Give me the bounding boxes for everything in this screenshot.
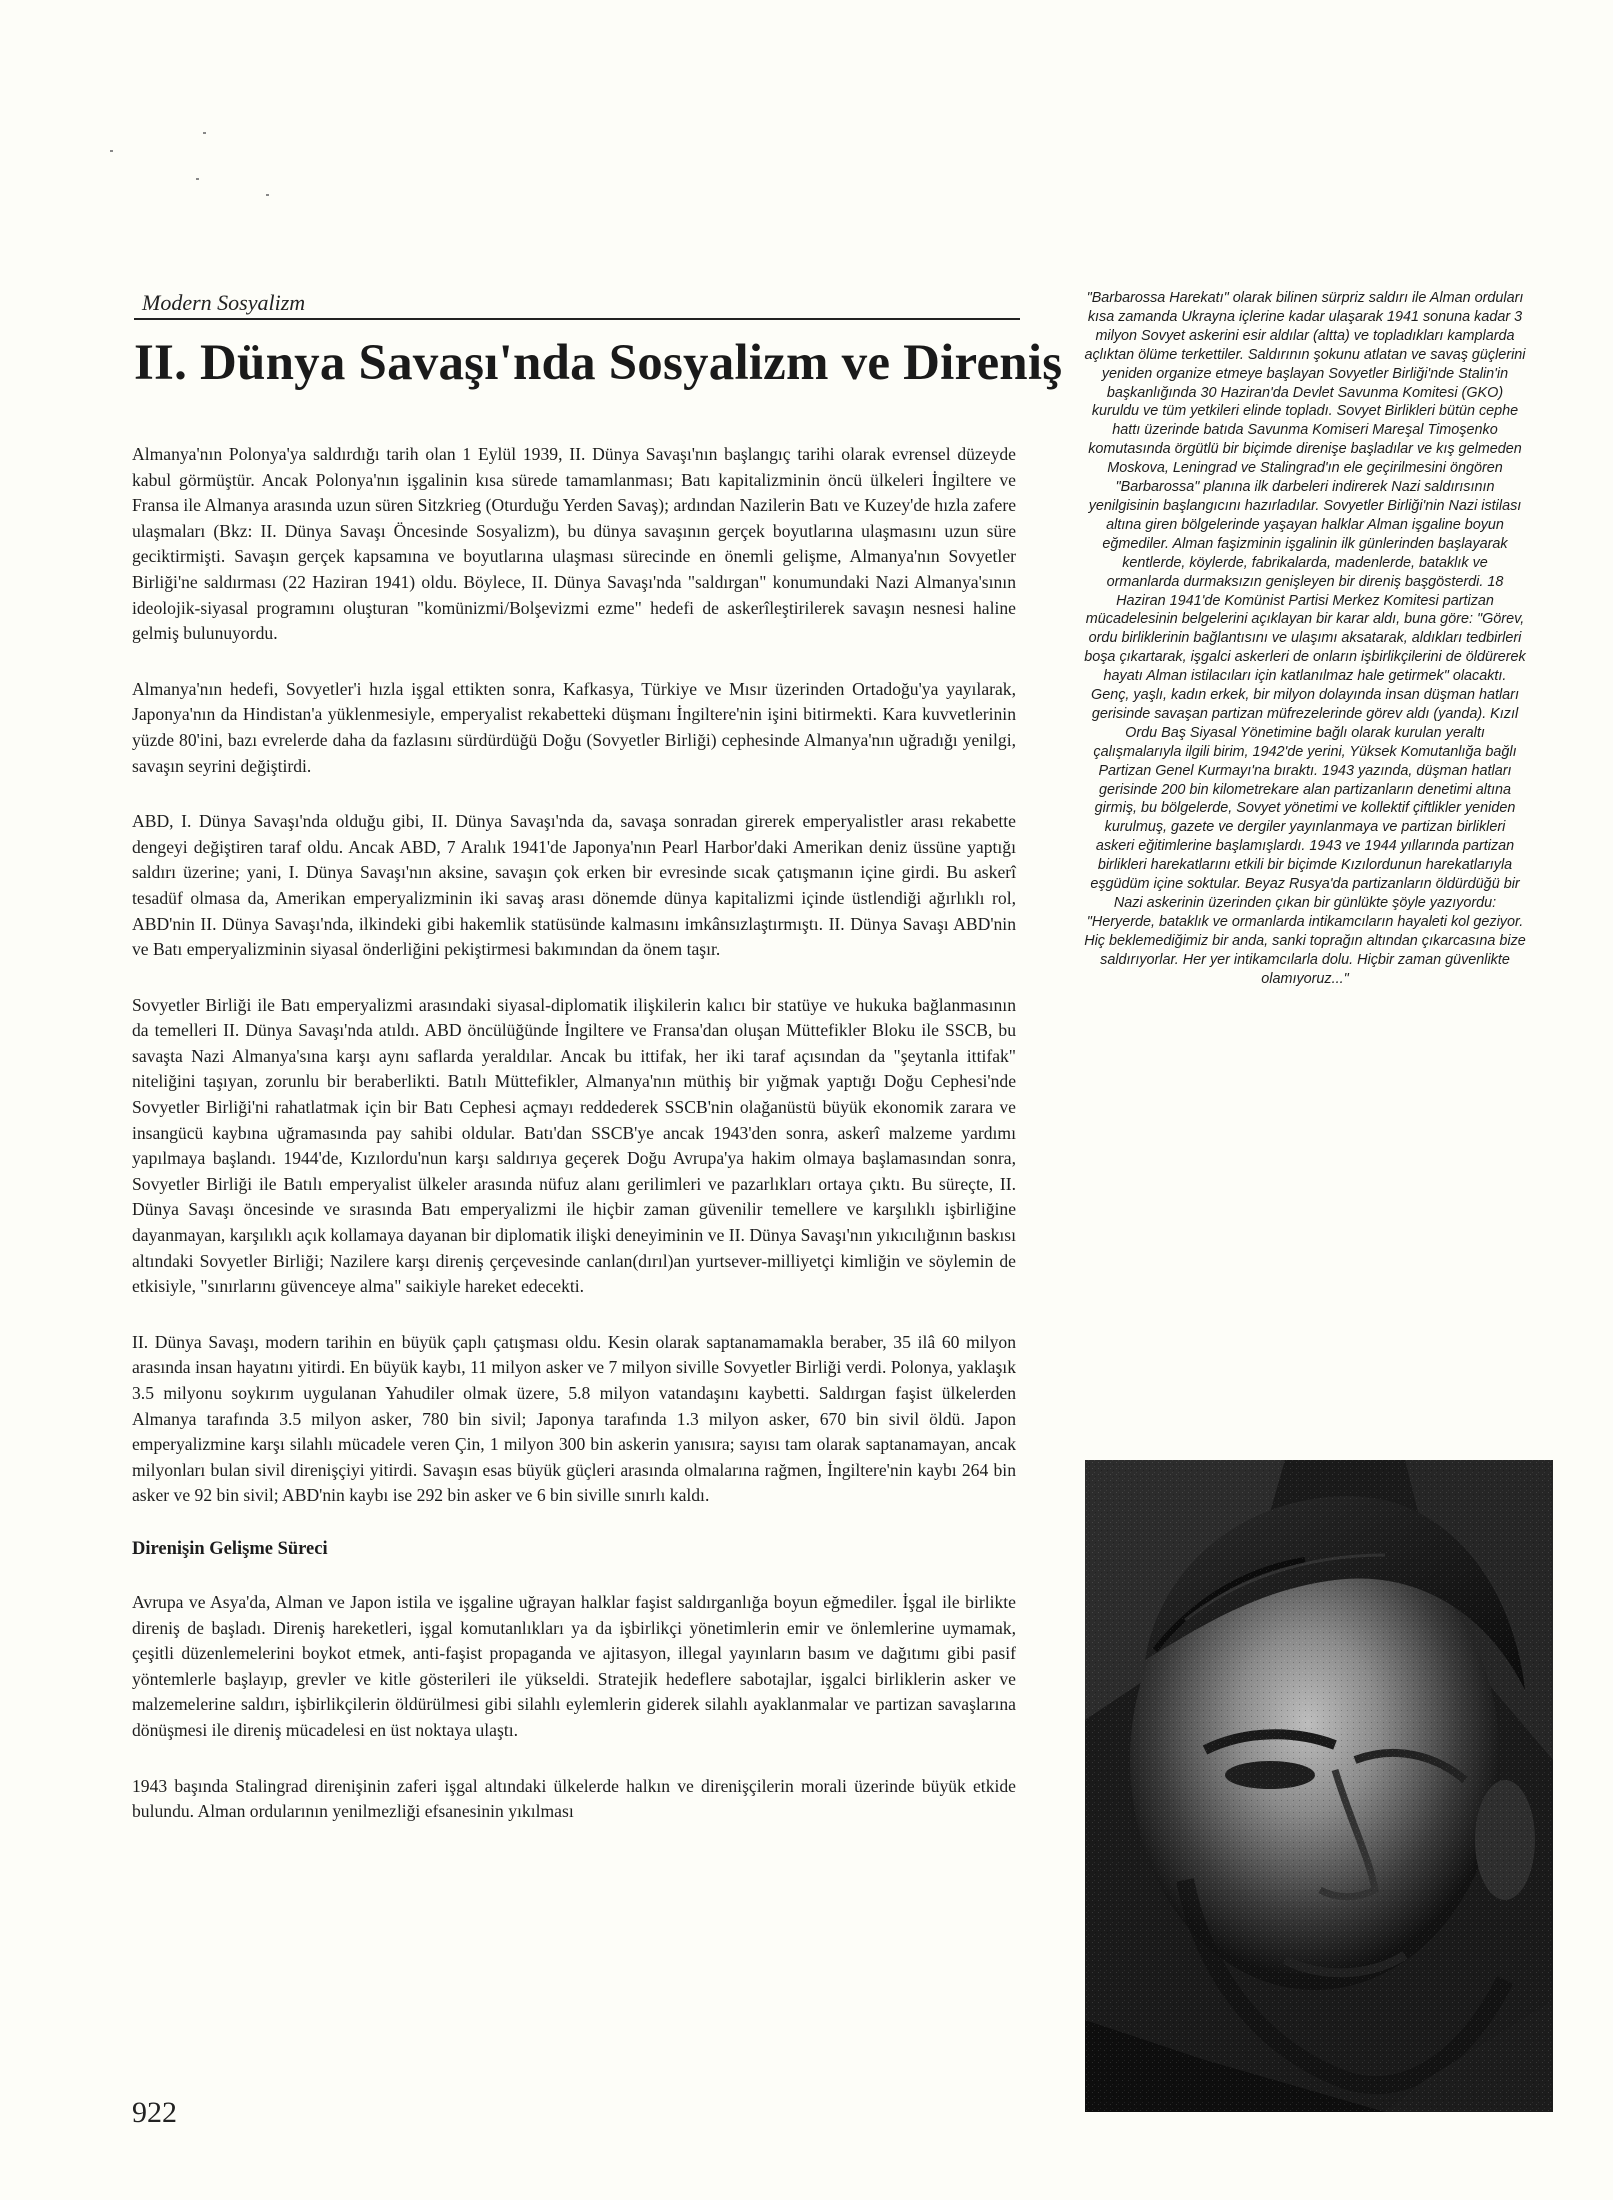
main-column (132, 442, 1016, 1855)
partisan-photo (1085, 1460, 1553, 2112)
paragraph: 1943 başında Stalingrad direnişinin zaferi işgal altındaki ülkelerde halkın ve direnişçilerin morali üzerinde büyük etkide bulundu. Alman ordularının yenilmezliği efsanesinin yıkılması (132, 1775, 1016, 1822)
scan-speck (196, 178, 199, 180)
section-subheading: Direnişin Gelişme Süreci (132, 1538, 328, 1559)
scan-speck (110, 150, 113, 152)
sidebar-caption: "Barbarossa Harekatı" olarak bilinen sürpriz saldırı ile Alman orduları kısa zamanda Ukrayna içlerine kadar ulaşarak 1941 sonuna kadar 3 milyon Sovyet askerini esir aldılar (altta) ve topladıkları kamplarda açlıktan ölüme terkettiler. Saldırının şokunu atlatan ve savaş güçlerini yeniden organize etmeye başlayan Sovyetler Birliği'nde Stalin'in başkanlığında 30 Haziran'da Devlet Savunma Komitesi (GKO) kuruldu ve tüm yetkileri elinde topladı. Sovyet Birlikleri bütün cephe hattı üzerinde batıda Savunma Komiseri Mareşal Timoşenko komutasında örgütlü bir biçimde direnişe başladılar ve kış gelmeden Moskova, Leningrad ve Stalingrad'ın ele geçirilmesini öngören "Barbarossa" planına ilk darbeleri indirerek Nazi saldırısının yenilgisinin başlangıcını hazırladılar. Sovyetler Birliği'nin Nazi istilası altına giren bölgelerinde yaşayan halklar Alman işgaline boyun eğmediler. Alman faşizminin işgalinin ilk günlerinden başlayarak kentlerde, köylerde, fabrikalarda, madenlerde, bataklık ve ormanlarda durmaksızın genişleyen bir direniş başgösterdi. 18 Haziran 1941'de Komünist Partisi Merkez Komitesi partizan mücadelesinin belgelerini açıklayan bir karar aldı, buna göre: "Görev, ordu birliklerinin bağlantısını ve ulaşımı aksatarak, aldıkları tedbirleri boşa çıkartarak, işgalci askerleri de onların işbirlikçilerini de öldürerek hayatı Alman istilacıları için katlanılmaz hale getirmek" olacaktı. Genç, yaşlı, kadın erkek, bir milyon dolayında insan düşman hatları gerisinde savaşan partizan müfrezelerinde görev aldı (yanda). Kızıl Ordu Baş Siyasal Yönetimine bağlı olarak kurulan yeraltı çalışmalarıyla ilgili birim, 1942'de yerini, Yüksek Komutanlığa bağlı Partizan Genel Kurmayı'na bıraktı. 1943 yazında, düşman hatları gerisinde 200 bin kilometrekare alan partizanların denetimi altına girmiş, bu bölgelerde, Sovyet yönetimi ve kollektif çiftlikler yeniden kurulmuş, gazete ve dergiler yayınlanmaya ve partizan birlikleri askeri eğitimlerine başlamışlardı. 1943 ve 1944 yıllarında partizan birlikleri harekatlarını etkili bir biçimde Kızılordunun harekatlarıyla eşgüdüm içine soktular. Beyaz Rusya'da partizanların öldürdüğü bir Nazi askerinin üzerinden çıkan bir günlükte şöyle yazıyordu: "Heryerde, bataklık ve ormanlarda intikamcıların hayaleti kol geziyor. Hiç beklemediğimiz bir anda, sanki toprağın altından çıkarcasına bize saldırıyorlar. Her yer intikamcılarla dolu. Hiçbir zaman güvenlikte olamıyoruz..." (1084, 290, 1526, 987)
scan-speck (266, 194, 269, 196)
header-rule (134, 318, 1020, 320)
section-label: Modern Sosyalizm (142, 290, 306, 315)
page-number: 922 (132, 2096, 177, 2129)
scan-speck (203, 132, 206, 134)
paragraph: II. Dünya Savaşı, modern tarihin en büyük çaplı çatışması oldu. Kesin olarak saptanamamakla beraber, 35 ilâ 60 milyon arasında insan hayatını yitirdi. En büyük kaybı, 11 milyon asker ve 7 milyon siville Sovyetler Birliği verdi. Polonya, yaklaşık 3.5 milyonu soykırım uygulanan Yahudiler olmak üzere, 5.8 milyon vatandaşını kaybetti. Saldırgan faşist ülkelerden Almanya tarafında 3.5 milyon asker, 780 bin sivil; Japonya tarafında 1.3 milyon asker, 670 bin sivil öldü. Japon emperyalizmine karşı silahlı mücadele veren Çin, 1 milyon 300 bin askerin yanısıra; sayısı tam olarak saptanamayan, ancak milyonları bulan sivil direnişçiyi yitirdi. Savaşın esas büyük güçleri arasında olmalarına rağmen, İngiltere'nin kaybı 264 bin asker ve 92 bin sivil; ABD'nin kaybı ise 292 bin asker ve 6 bin siville sınırlı kaldı. (132, 1331, 1016, 1506)
photo-icon (1085, 1460, 1553, 2112)
paragraph: Avrupa ve Asya'da, Alman ve Japon istila ve işgaline uğrayan halklar faşist saldırganlığa boyun eğmediler. İşgal ile birlikte direniş de başladı. Direniş hareketleri, işgal komutanlıkları ya da işbirlikçi yönetimlerin emir ve önlemlerine uymamak, çeşitli düzenlemelerini boykot etmek, anti-faşist propaganda ve ajitasyon, illegal yayınların basım ve dağıtımı gibi pasif yöntemlerle başlayıp, grevler ve kitle gösterileri ile yükseldi. Stratejik hedeflere sabotajlar, işgalci birliklerin asker ve malzemelerine saldırı, işbirlikçilerin öldürülmesi gibi silahlı eylemlerin giderek silahlı ayaklanmalar ve partizan savaşlarına dönüşmesi ile direniş mücadelesi en üst noktaya ulaştı. (132, 1591, 1016, 1740)
paragraph: ABD, I. Dünya Savaşı'nda olduğu gibi, II. Dünya Savaşı'nda da, savaşa sonradan girerek emperyalistler arası rekabette dengeyi değiştiren taraf oldu. Ancak ABD, 7 Aralık 1941'de Japonya'nın Pearl Harbor'daki Amerikan deniz üssüne yaptığı saldırı üzerine; yani, I. Dünya Savaşı'nın aksine, savaşın çok erken bir evresinde sıcak çatışmanın içine girdi. Bu askerî tesadüf olmasa da, Amerikan emperyalizminin iki savaş arası dönemde dünya kapitalizmi içinde üstlendiği ağırlıklı rol, ABD'nin II. Dünya Savaşı'nda, ilkindeki gibi hakemlik statüsünde kalmasını imkânsızlaştırmıştı. II. Dünya Savaşı ABD'nin ve Batı emperyalizminin siyasal önderliğini pekiştirmesi bakımından da önem taşır. (132, 811, 1016, 960)
paragraph: Almanya'nın Polonya'ya saldırdığı tarih olan 1 Eylül 1939, II. Dünya Savaşı'nın başlangıç tarihi olarak evrensel düzeyde kabul görmüştür. Ancak Polonya'nın işgalinin kısa sürede tamamlanması; Batı kapitalizminin öncü ülkeleri İngiltere ve Fransa ile Almanya arasında uzun süren Sitzkrieg (Oturduğu Yerden Savaş); ardından Nazilerin Batı ve Kuzey'de hızla zafere ulaşmaları (Bkz: II. Dünya Savaşı Öncesinde Sosyalizm), bu dünya savaşının gerçek boyutlarına ulaşmasını uzun süre geciktirmişti. Savaşın gerçek kapsamına ve boyutlarına ulaşması sürecinde en önemli gelişme, Almanya'nın Sovyetler Birliği'ne saldırması (22 Haziran 1941) oldu. Böylece, II. Dünya Savaşı'nda "saldırgan" konumundaki Nazi Almanya'sının ideolojik-siyasal programını oluşturan "komünizmi/Bolşevizmi ezme" hedefi de askerîleştirilerek savaşın nesnesi haline gelmiş bulunuyordu. (132, 444, 1016, 644)
paragraph: Almanya'nın hedefi, Sovyetler'i hızla işgal ettikten sonra, Kafkasya, Türkiye ve Mısır üzerinden Ortadoğu'ya yayılarak, Japonya'nın da Hindistan'a yüklenmesiyle, emperyalist rekabetteki düşmanı İngiltere'nin işini bitirmekti. Kara kuvvetlerinin yüzde 80'ini, bazı evrelerde daha da fazlasını sürdürdüğü Doğu (Sovyetler Birliği) cephesinde Almanya'nın uğradığı yenilgi, savaşın seyrini değiştirdi. (132, 678, 1016, 776)
paragraph: Sovyetler Birliği ile Batı emperyalizmi arasındaki siyasal-diplomatik ilişkilerin kalıcı bir statüye ve hukuka bağlanmasının da temelleri II. Dünya Savaşı'nda atıldı. ABD öncülüğünde İngiltere ve Fransa'dan oluşan Müttefikler Bloku ile SSCB, bu savaşta Nazi Almanya'sına karşı aynı saflarda yeraldılar. Ancak bu ittifak, her iki taraf açısından da "şeytanla ittifak" niteliğini taşıyan, zorunlu bir beraberlikti. Batılı Müttefikler, Almanya'nın müthiş bir yığmak yaptığı Doğu Cephesi'nde Sovyetler Birliği'ni rahatlatmak için bir Batı Cephesi açmayı reddederek SSCB'nin olağanüstü büyük ekonomik zarara ve insangücü kaybına uğramasında pay sahibi oldular. Batı'dan SSCB'ye ancak 1943'den sonra, askerî malzeme yardımı yapılmaya başlandı. 1944'de, Kızılordu'nun karşı saldırıya geçerek Doğu Avrupa'ya hakim olmaya başlamasından sonra, Sovyetler Birliği ile Batılı emperyalist ülkeler arasında nüfuz alanı gerilimleri ve pazarlıkları ortaya çıktı. Bu süreçte, II. Dünya Savaşı öncesinde ve sırasında Batı emperyalizmi ile hiçbir zaman güvenilir temellere ve karşılıklı işbirliğine dayanmayan, karşılıklı açık kollamaya dayanan bir diplomatik ilişki deneyiminin ve II. Dünya Savaşı'nın yıkıcılığının baskısı altındaki Sovyetler Birliği; Nazilere karşı direniş çerçevesinde canlan(dırıl)an yurtsever-milliyetçi kimliğin ve söylemin de etkisiyle, "sınırlarını güvenceye alma" saikiyle hareket edecekti. (132, 994, 1016, 1297)
article-title: II. Dünya Savaşı'nda Sosyalizm ve Direniş (134, 335, 1063, 391)
